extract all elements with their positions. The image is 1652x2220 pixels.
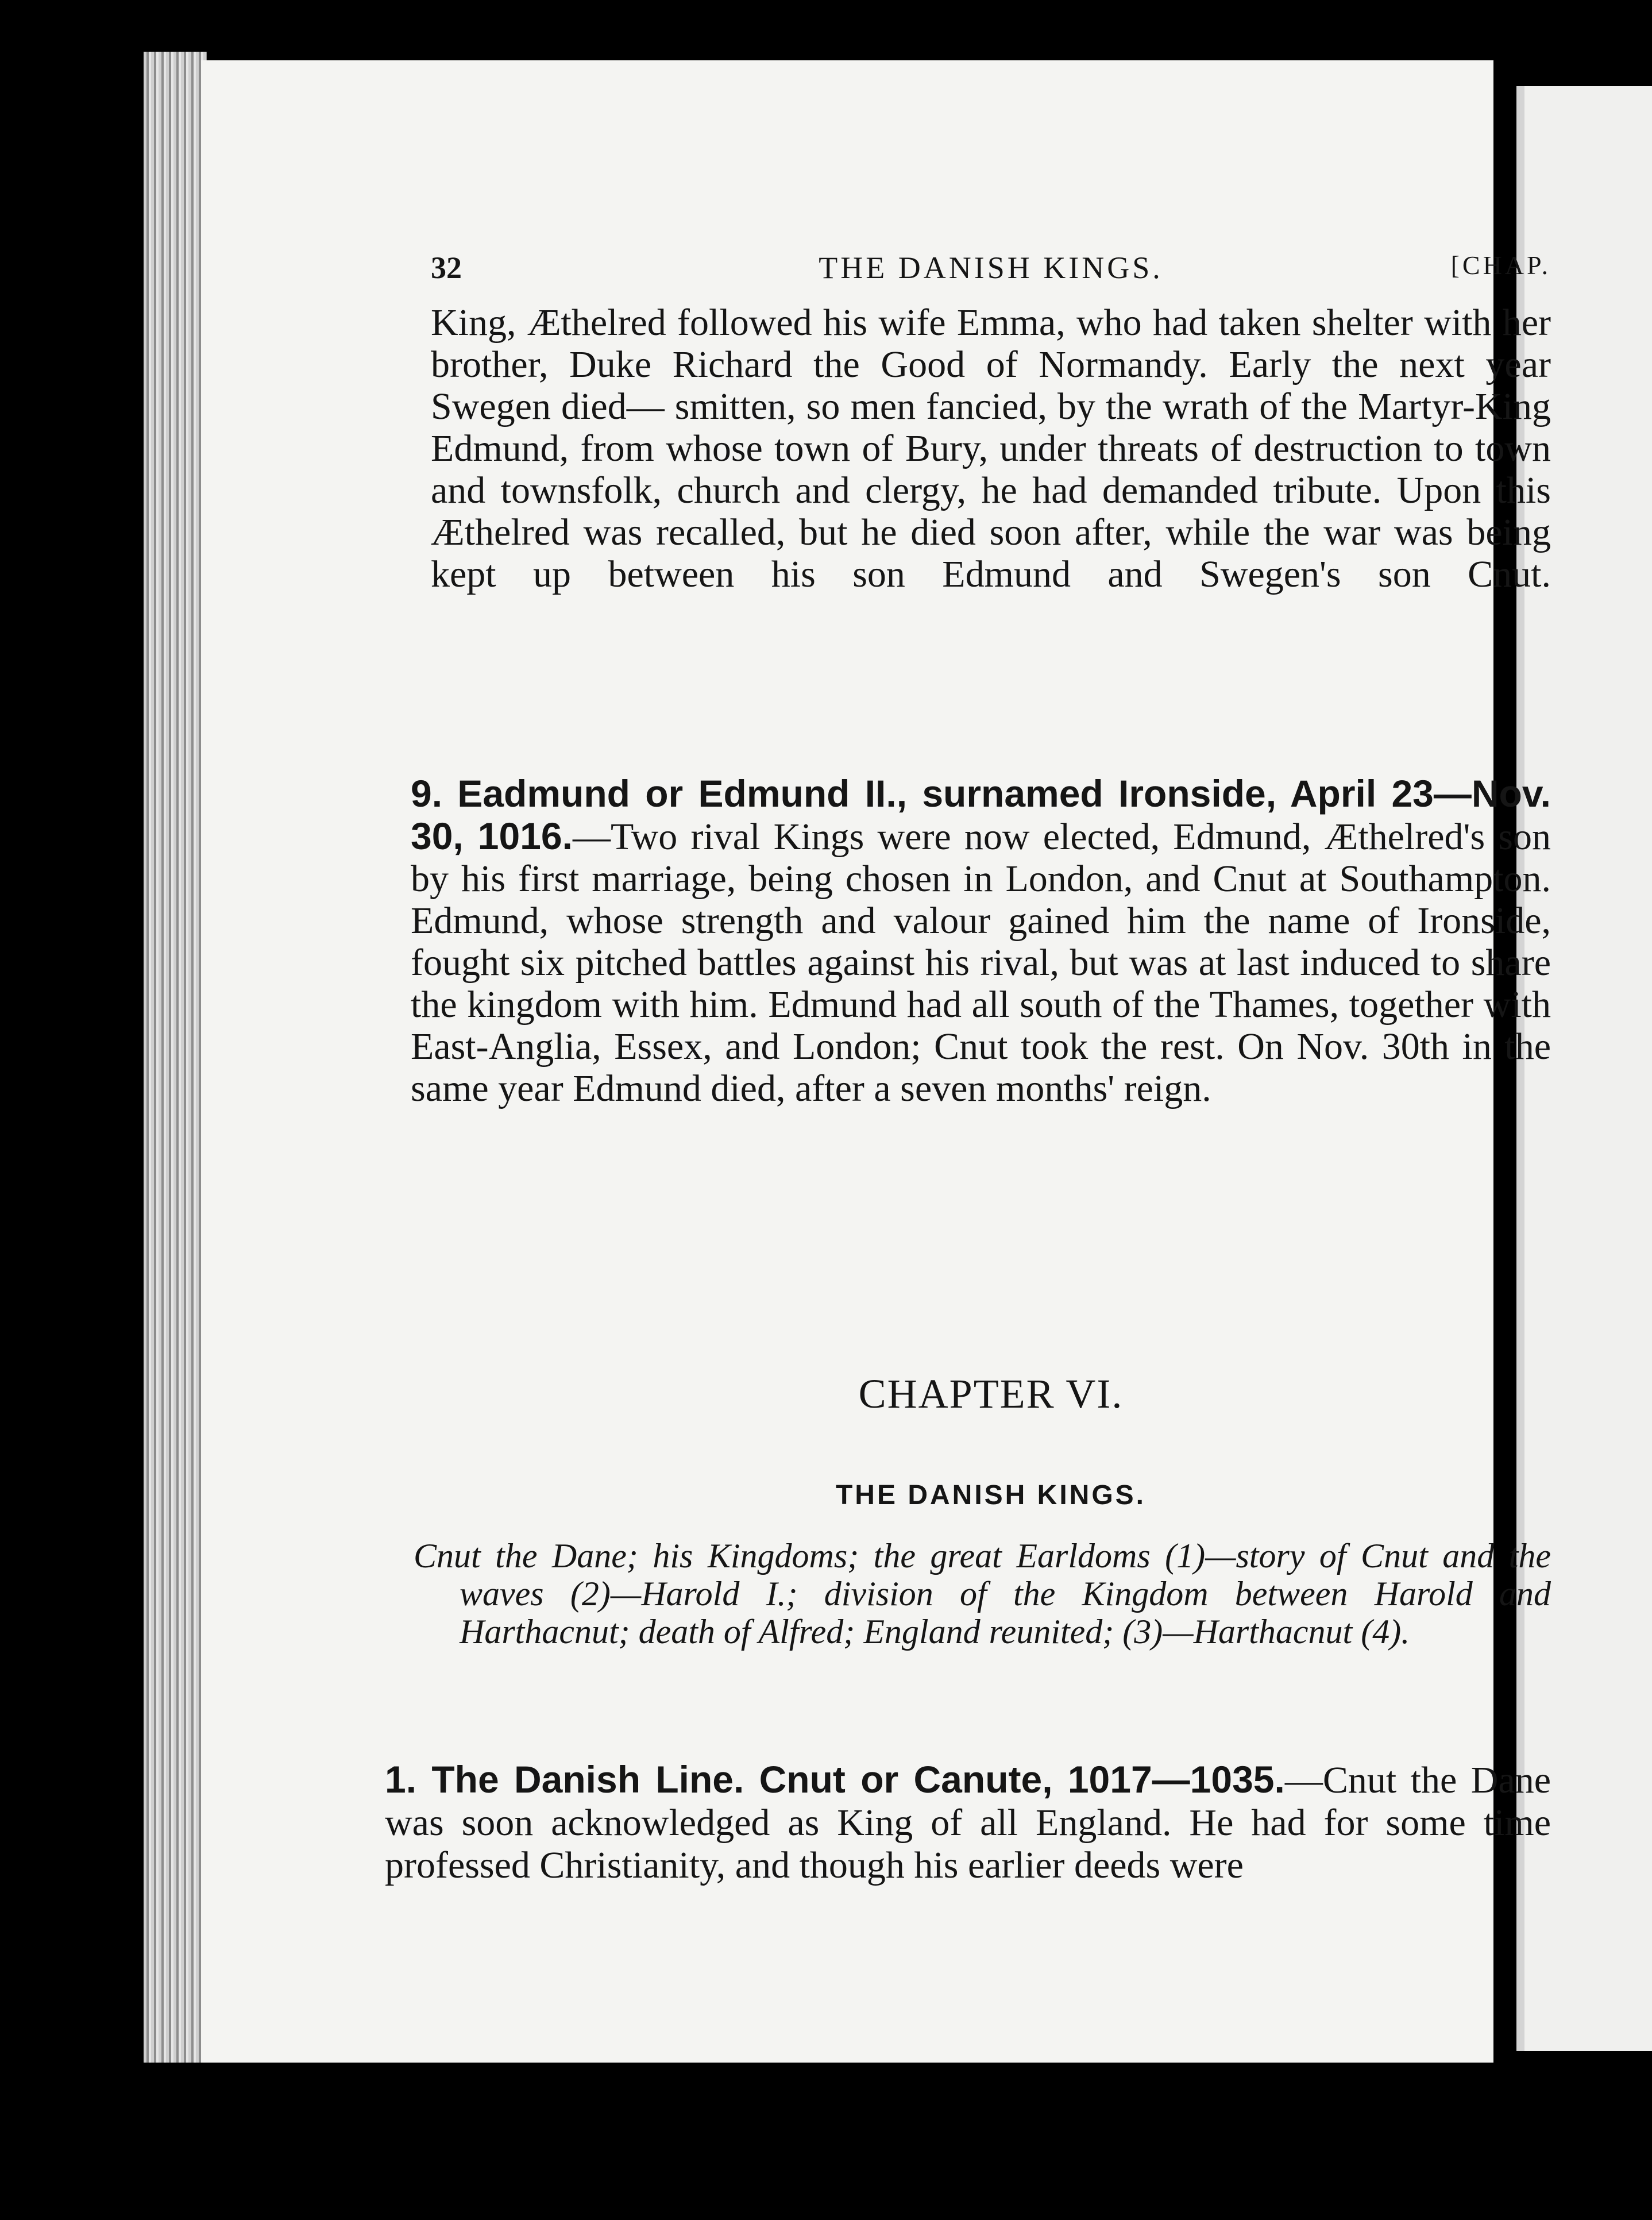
- section-1-heading: 1. The Danish Line. Cnut or Canute, 1017—1035.: [385, 1758, 1285, 1801]
- book-page: [201, 60, 1551, 2063]
- section-1-text: —Cnut the Dane was soon acknowledged as King of all England. He had for some time professed Christianity, and though his earlier deeds were: [385, 1759, 1551, 1886]
- chapter-label: [CHAP.: [1450, 250, 1551, 280]
- section-9-paragraph: [411, 773, 1551, 1109]
- section-9-heading: 9. Eadmund or Edmund II., surnamed Ironside, April 23—Nov. 30, 1016.: [411, 772, 1551, 857]
- section-1-paragraph: [385, 1758, 1551, 1887]
- section-9-text: —Two rival Kings were now elected, Edmund, Æthelred's son by his first marriage, being chosen in London, and Cnut at Southampton. Edmund, whose strength and valour gained him the name of Ironside, fought six pitched battles against his rival, but was at last induced to share the kingdom with him. Edmund had all south of the Thames, together with East-Anglia, Essex, and London; Cnut took the rest. On Nov. 30th in the same year Edmund died, after a seven months' reign.: [411, 816, 1551, 1109]
- book-spine-edge: [144, 52, 207, 2063]
- chapter-title: CHAPTER VI.: [858, 1371, 1124, 1417]
- page-number: 32: [431, 250, 462, 285]
- continuation-paragraph: King, Æthelred followed his wife Emma, who had taken shelter with her brother, Duke Richard the Good of Normandy. Early the next year Swegen died— smitten, so men fancied, by the wrath of the Martyr-King Edmund, from whose town of Bury, under threats of destruction to town and townsfolk, church and clergy, he had demanded tribute. Upon this Æthelred was recalled, but he died soon after, while the war was being kept up between his son Edmund and Swegen's son Cnut.: [431, 302, 1551, 595]
- running-title: THE DANISH KINGS.: [819, 250, 1163, 285]
- running-head: [431, 250, 1551, 302]
- chapter-summary: Cnut the Dane; his Kingdoms; the great Earldoms (1)—story of Cnut and the waves (2)—Harold I.; division of the Kingdom between Harold and Harthacnut; death of Alfred; England reunited; (3)—Harthacnut (4).: [414, 1537, 1551, 1651]
- chapter-subtitle: THE DANISH KINGS.: [835, 1480, 1147, 1510]
